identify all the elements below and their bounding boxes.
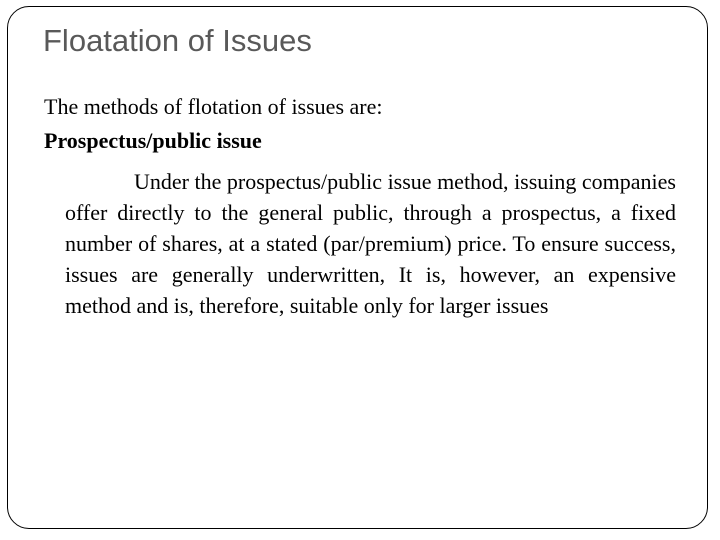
intro-text: The methods of flotation of issues are: (44, 94, 383, 119)
body-paragraph: Under the prospectus/public issue method, issuing companies offer directly to the general public, through a prospectus, a fixed number of shares, at a stated (par/premium) price. To ensure success, issues are generally underwritten, It is, however, an expensive method and is, therefore, suitable only for larger issues (65, 169, 676, 318)
section-heading: Prospectus/public issue (44, 128, 262, 153)
slide-title: Floatation of Issues (43, 23, 312, 58)
